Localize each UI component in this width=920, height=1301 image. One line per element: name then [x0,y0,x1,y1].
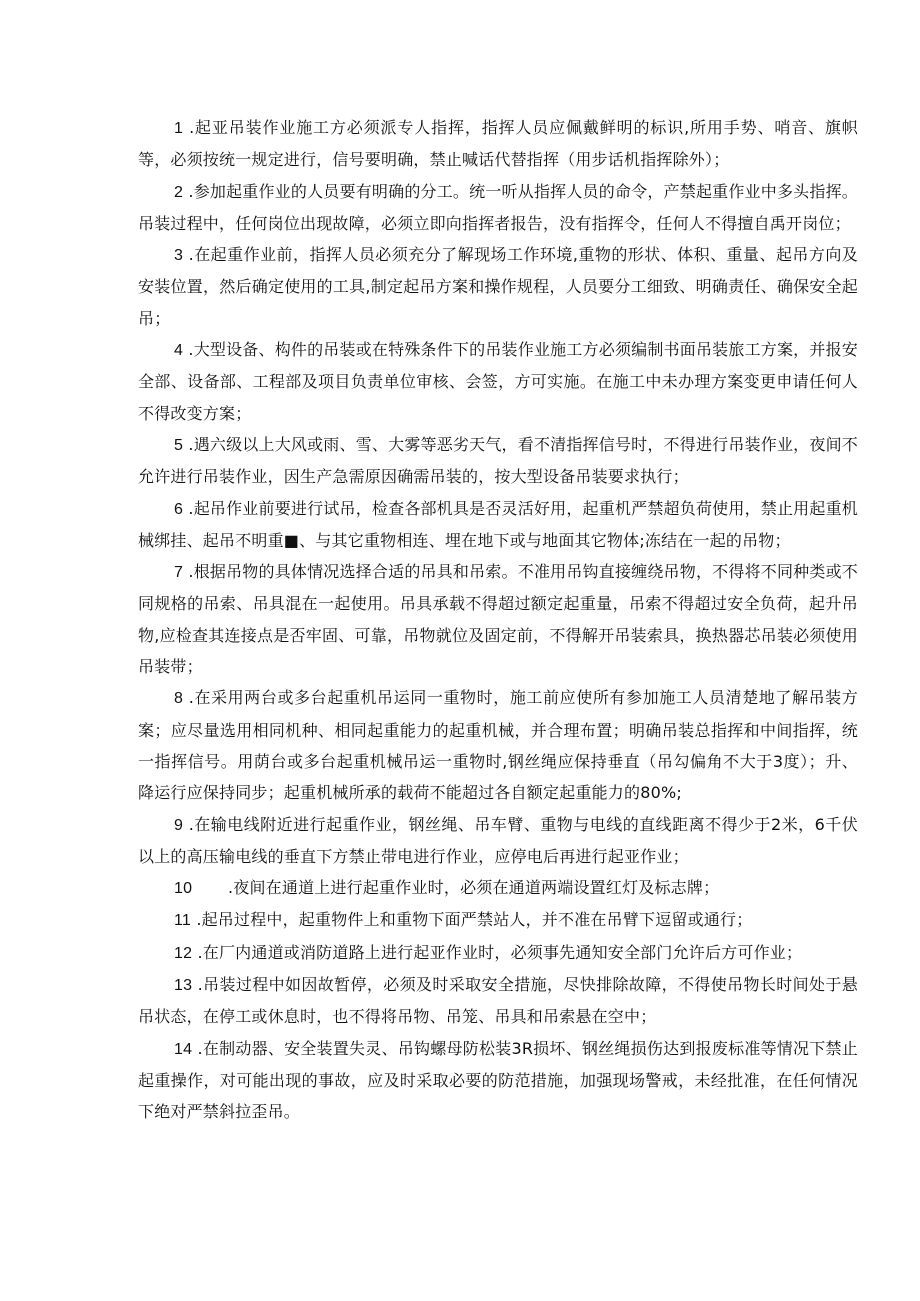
clause-2 [138,176,858,240]
clause-3 [138,239,858,334]
clause-1 [138,112,858,176]
clause-12 [138,937,858,969]
clause-text: .在输电线附近进行起重作业，钢丝绳、吊车臂、重物与电线的直线距离不得少于2米，6千伏以上的高压输电线的垂直下方禁止带电进行作业，应停电后再进行起亚作业； [138,814,858,866]
clause-4 [138,334,858,429]
clause-text: .起吊作业前要进行试吊，检查各部机具是否灵活好用，起重机严禁超负荷使用，禁止用起重机械绑挂、起吊不明重■、与其它重物相连、埋在地下或与地面其它物体;冻结在一起的吊物； [138,498,858,550]
document-body [138,112,858,1128]
clause-14 [138,1033,858,1128]
clause-9 [138,809,858,873]
clause-text: .根据吊物的具体情况选择合适的吊具和吊索。不准用吊钩直接缠绕吊物，不得将不同种类或不同规格的吊索、吊具混在一起使用。吊具承载不得超过额定起重量，吊索不得超过安全负荷，起升吊物,应检查其连接点是否牢固、可靠，吊物就位及固定前，不得解开吊装索具，换热器芯吊装必须使用吊装带； [138,562,858,677]
clause-number: 12 [174,944,193,962]
clause-number: 11 [174,912,192,930]
clause-number: 1 [174,120,184,137]
clause-text: .在采用两台或多台起重机吊运同一重物时，施工前应使所有参加施工人员清楚地了解吊装方案；应尽量选用相同机种、相同起重能力的起重机械，并合理布置；明确吊装总指挥和中间指挥，统一指挥信号。用荫台或多台起重机械吊运一重物时,钢丝绳应保持垂直（吊勾偏角不大于3度）；升、降运行应保持同步；起重机械所承的载荷不能超过各自额定起重能力的80%; [138,688,858,803]
clause-number: 13 [174,977,193,995]
clause-text: .在厂内通道或消防道路上进行起亚作业时，必须事先通知安全部门允许后方可作业； [197,942,803,962]
clause-13 [138,969,858,1033]
clause-number: 5 [174,436,184,454]
clause-text: .在制动器、安全装置失灵、吊钩螺母防松装3R损坏、钢丝绳损伤达到报废标准等情况下禁止起重操作，对可能出现的事故，应及时采取必要的防范措施，加强现场警戒，未经批准，在任何情况下绝对严禁斜拉歪吊。 [138,1038,858,1122]
clause-11 [138,904,858,936]
clause-number: 2 [174,183,184,201]
clause-number: 3 [174,247,184,265]
clause-text: .吊装过程中如因故暂停，必须及时采取安全措施，尽快排除故障，不得使吊物长时间处于悬吊状态，在停工或休息时，也不得将吊物、吊笼、吊具和吊索悬在空中； [138,975,858,1027]
clause-number: 14 [174,1040,193,1058]
clause-number: 10 [174,880,193,898]
clause-number: 9 [174,816,184,834]
clause-text: .夜间在通道上进行起重作业时，必须在通道两端设置红灯及标志牌； [228,878,720,898]
clause-text: .遇六级以上大风或雨、雪、大雾等恶劣天气，看不清指挥信号时，不得进行吊装作业，夜间不允许进行吊装作业，因生产急需原因确需吊装的，按大型设备吊装要求执行； [138,434,858,487]
clause-text: .起亚吊装作业施工方必须派专人指挥，指挥人员应佩戴鲜明的标识,所用手势、哨音、旗帜等，必须按统一规定进行，信号要明确，禁止喊话代替指挥（用步话机指挥除外）； [138,118,858,170]
clause-6 [138,493,858,557]
clause-text: .起吊过程中，起重物件上和重物下面严禁站人，并不准在吊臂下逗留或通行； [196,910,753,930]
clause-text: .大型设备、构件的吊装或在特殊条件下的吊装作业施工方必须编制书面吊装旅工方案，并报安全部、设备部、工程部及项目负责单位审核、会签，方可实施。在施工中未办理方案变更申请任何人不得改变方案； [138,340,858,423]
clause-number: 7 [174,564,184,582]
clause-text: .在起重作业前，指挥人员必须充分了解现场工作环境,重物的形状、体积、重量、起吊方向及安装位置，然后确定使用的工具,制定起吊方案和操作规程，人员要分工细致、明确责任、确保安全起吊； [138,245,858,328]
clause-5 [138,429,858,493]
clause-number: 6 [174,500,184,518]
clause-7 [138,556,858,682]
clause-number: 4 [174,342,184,360]
clause-8 [138,682,858,808]
clause-number: 8 [174,690,184,708]
clause-10 [138,872,858,904]
clause-text: .参加起重作业的人员要有明确的分工。统一听从指挥人员的命令，产禁起重作业中多头指挥。吊装过程中，任何岗位出现故障，必须立即向指挥者报告，没有指挥令，任何人不得擅自禹开岗位； [138,181,858,233]
